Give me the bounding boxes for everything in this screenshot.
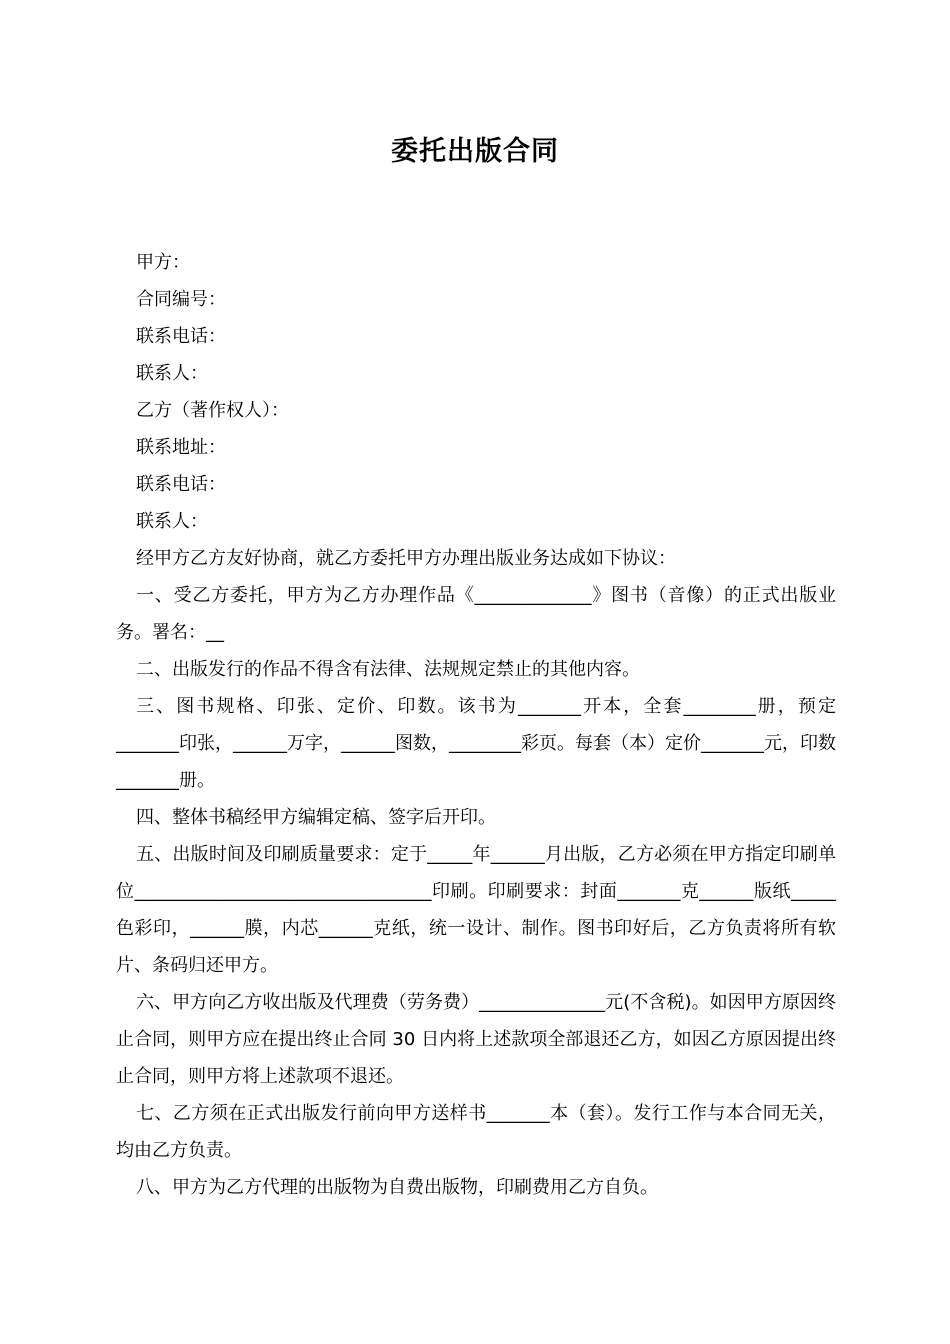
clause-5: 五、出版时间及印刷质量要求：定于_____年______月出版，乙方必须在甲方指定印刷单位_________________________________印刷。印刷要求：封面_______克______版纸_____色彩印，______膜，内芯______克纸，统一设计、制作。图书印好后，乙方负责将所有软片、条码归还甲方。 <box>116 844 836 976</box>
clause-8: 八、甲方为乙方代理的出版物为自费出版物，印刷费用乙方自负。 <box>136 1177 658 1198</box>
contract-number-line: 合同编号： <box>136 289 226 310</box>
clause-4: 四、整体书稿经甲方编辑定稿、签字后开印。 <box>136 807 496 828</box>
clause-6: 六、甲方向乙方收出版及代理费（劳务费）______________元(不含税)。如因甲方原因终止合同，则甲方应在提出终止合同 30 日内将上述款项全部退还乙方，如因乙方原因提出终止合同，则甲方将上述款项不退还。 <box>116 992 836 1087</box>
contract-body <box>116 244 836 1206</box>
party-b-line: 乙方（著作权人）： <box>136 400 289 421</box>
party-a-line: 甲方： <box>136 252 190 273</box>
clause-2: 二、出版发行的作品不得含有法律、法规规定禁止的其他内容。 <box>136 659 640 680</box>
clause-1: 一、受乙方委托，甲方为乙方办理作品《_____________》图书（音像）的正式出版业务。署名：__ <box>116 585 836 643</box>
clause-3: 三、图书规格、印张、定价、印数。该书为_______开本，全套________册，预定_______印张，______万字，______图数，________彩页。每套（本）定价_______元，印数_______册。 <box>116 696 836 791</box>
party-a-phone-line: 联系电话： <box>136 326 226 347</box>
party-b-phone-line: 联系电话： <box>136 474 226 495</box>
party-b-contact-line: 联系人： <box>136 511 208 532</box>
intro-paragraph: 经甲方乙方友好协商，就乙方委托甲方办理出版业务达成如下协议： <box>136 548 676 569</box>
document-title: 委托出版合同 <box>391 136 559 167</box>
party-b-address-line: 联系地址： <box>136 437 226 458</box>
clause-7: 七、乙方须在正式出版发行前向甲方送样书_______本（套）。发行工作与本合同无关，均由乙方负责。 <box>116 1103 836 1161</box>
party-a-contact-line: 联系人： <box>136 363 208 384</box>
